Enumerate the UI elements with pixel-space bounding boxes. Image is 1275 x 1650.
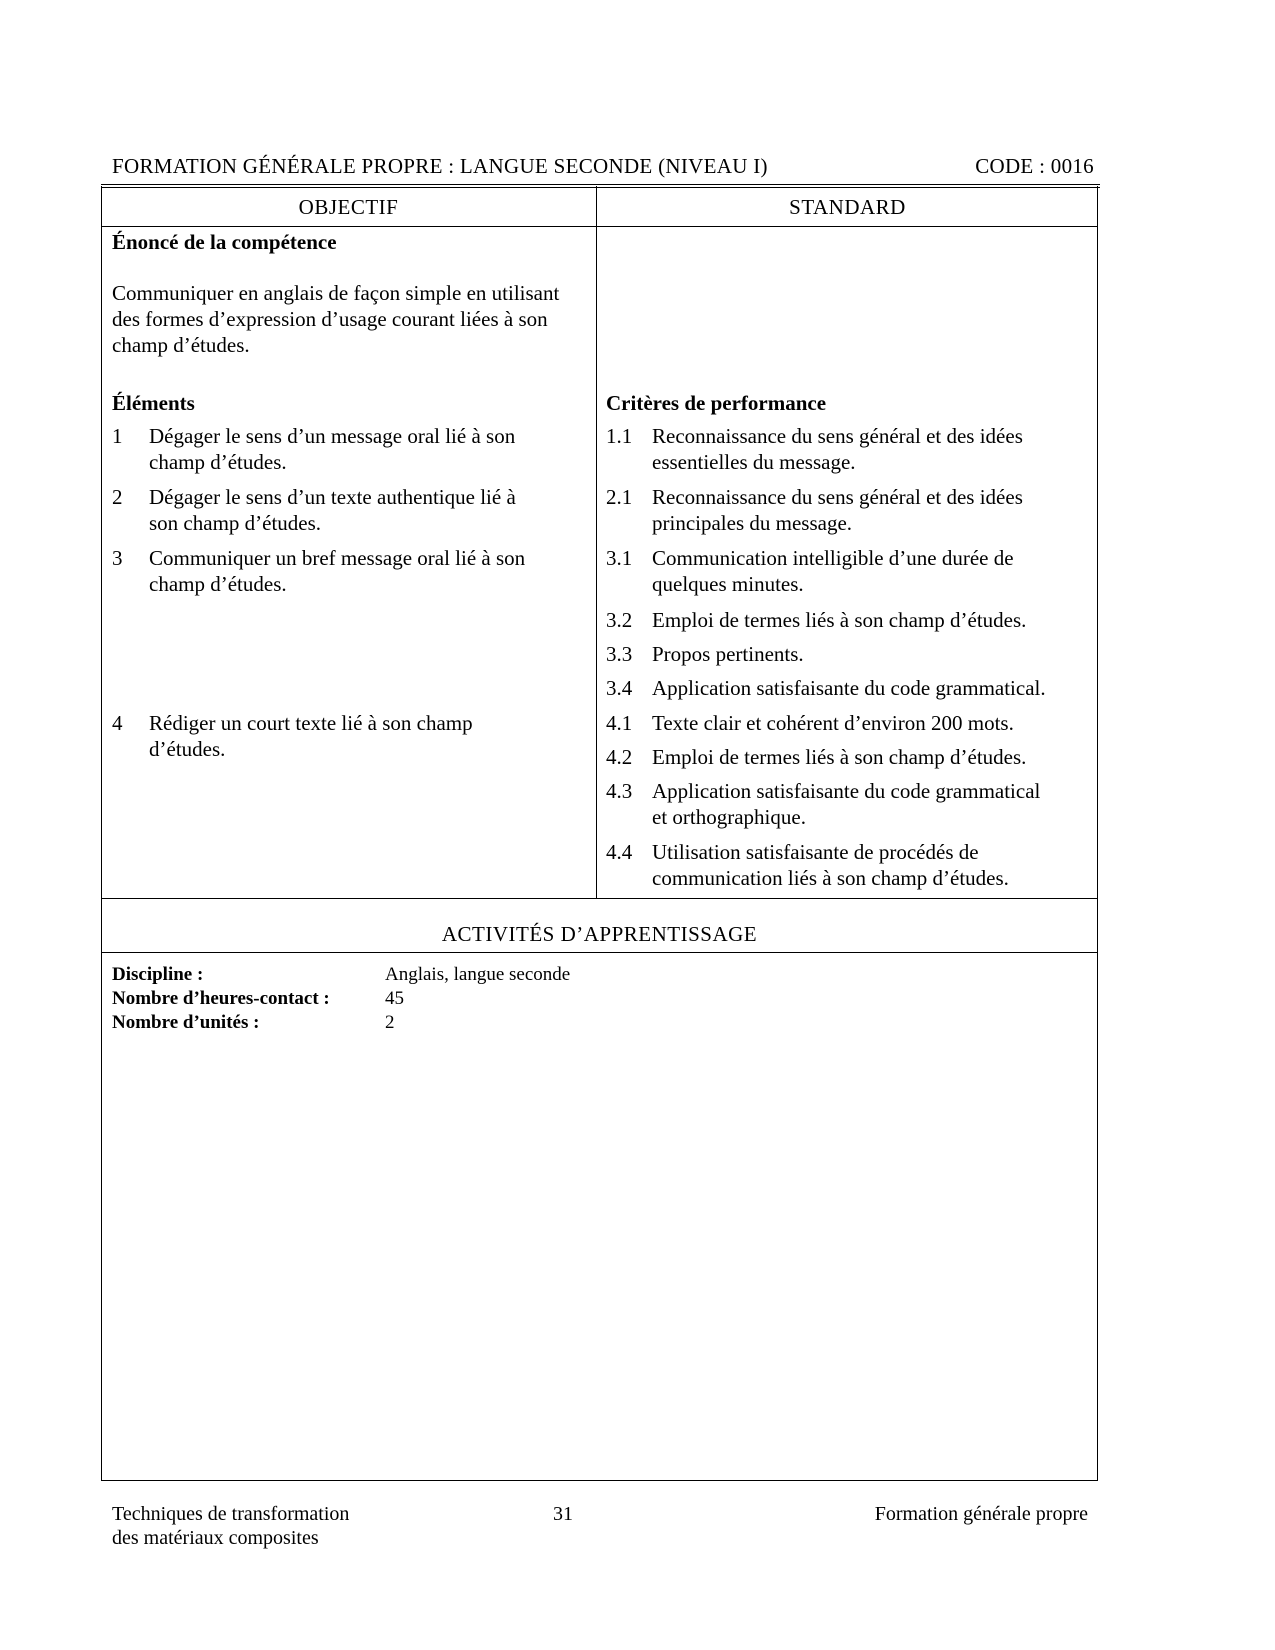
criterion-number: 4.4 [606, 840, 633, 864]
course-title: FORMATION GÉNÉRALE PROPRE : LANGUE SECONDE (NIVEAU I) [112, 154, 768, 178]
criterion-line: communication liés à son champ d’études. [652, 866, 1009, 890]
column-header-divider [101, 226, 1098, 227]
element-line: Dégager le sens d’un message oral lié à son [149, 424, 516, 448]
element-line: d’études. [149, 737, 226, 761]
elements-heading: Éléments [112, 391, 195, 415]
criterion-number: 4.2 [606, 745, 633, 769]
competence-line: Communiquer en anglais de façon simple en utilisant [112, 281, 560, 305]
criterion-line: quelques minutes. [652, 572, 804, 596]
criterion-line: Communication intelligible d’une durée de [652, 546, 1014, 570]
discipline-value: Anglais, langue seconde [385, 964, 571, 985]
competence-heading: Énoncé de la compétence [112, 230, 337, 254]
criterion-line: Application satisfaisante du code grammatical [652, 779, 1041, 803]
criterion-line: Utilisation satisfaisante de procédés de [652, 840, 979, 864]
column-divider [596, 186, 597, 898]
criterion-line: Application satisfaisante du code grammatical. [652, 676, 1046, 700]
activities-heading: ACTIVITÉS D’APPRENTISSAGE [441, 922, 758, 946]
contact-hours-label: Nombre d’heures-contact : [112, 988, 330, 1009]
competence-line: des formes d’expression d’usage courant liées à son [112, 307, 548, 331]
column-header-objectif: OBJECTIF [298, 195, 399, 219]
element-line: Dégager le sens d’un texte authentique lié à [149, 485, 516, 509]
element-line: champ d’études. [149, 572, 287, 596]
criterion-line: Texte clair et cohérent d’environ 200 mots. [652, 711, 1014, 735]
criterion-number: 2.1 [606, 485, 633, 509]
column-header-standard: STANDARD [789, 195, 906, 219]
criterion-line: Emploi de termes liés à son champ d’études. [652, 745, 1027, 769]
element-line: champ d’études. [149, 450, 287, 474]
discipline-label: Discipline : [112, 964, 204, 985]
table-frame [101, 186, 1098, 1481]
criterion-line: Reconnaissance du sens général et des idées [652, 424, 1023, 448]
contact-hours-value: 45 [385, 988, 404, 1009]
competence-statement [112, 280, 592, 358]
criterion-number: 3.4 [606, 676, 633, 700]
criterion-number: 4.1 [606, 711, 633, 735]
element-number: 4 [112, 711, 123, 735]
activities-bottom-divider [101, 952, 1098, 953]
footer-program-line: Techniques de transformation [112, 1503, 350, 1525]
footer-section: Formation générale propre [874, 1503, 1088, 1525]
criterion-number: 1.1 [606, 424, 633, 448]
criterion-line: essentielles du message. [652, 450, 856, 474]
element-line: son champ d’études. [149, 511, 322, 535]
criterion-line: Reconnaissance du sens général et des idées [652, 485, 1023, 509]
criterion-number: 4.3 [606, 779, 633, 803]
criterion-number: 3.3 [606, 642, 633, 666]
criterion-number: 3.1 [606, 546, 633, 570]
units-label: Nombre d’unités : [112, 1012, 260, 1033]
element-line: Rédiger un court texte lié à son champ [149, 711, 473, 735]
criterion-line: et orthographique. [652, 805, 806, 829]
document-header [112, 154, 1094, 179]
element-number: 3 [112, 546, 123, 570]
activities-top-divider [101, 898, 1098, 899]
element-number: 2 [112, 485, 123, 509]
criterion-line: Emploi de termes liés à son champ d’études. [652, 608, 1027, 632]
criterion-line: Propos pertinents. [652, 642, 804, 666]
criterion-line: principales du message. [652, 511, 853, 535]
footer-program [112, 1502, 349, 1550]
competence-line: champ d’études. [112, 333, 250, 357]
element-line: Communiquer un bref message oral lié à son [149, 546, 526, 570]
page-number: 31 [553, 1503, 573, 1525]
criterion-number: 3.2 [606, 608, 633, 632]
units-value: 2 [385, 1012, 395, 1033]
criteria-heading: Critères de performance [606, 391, 827, 415]
course-code: CODE : 0016 [975, 154, 1094, 178]
element-number: 1 [112, 424, 123, 448]
footer-program-line: des matériaux composites [112, 1527, 319, 1549]
